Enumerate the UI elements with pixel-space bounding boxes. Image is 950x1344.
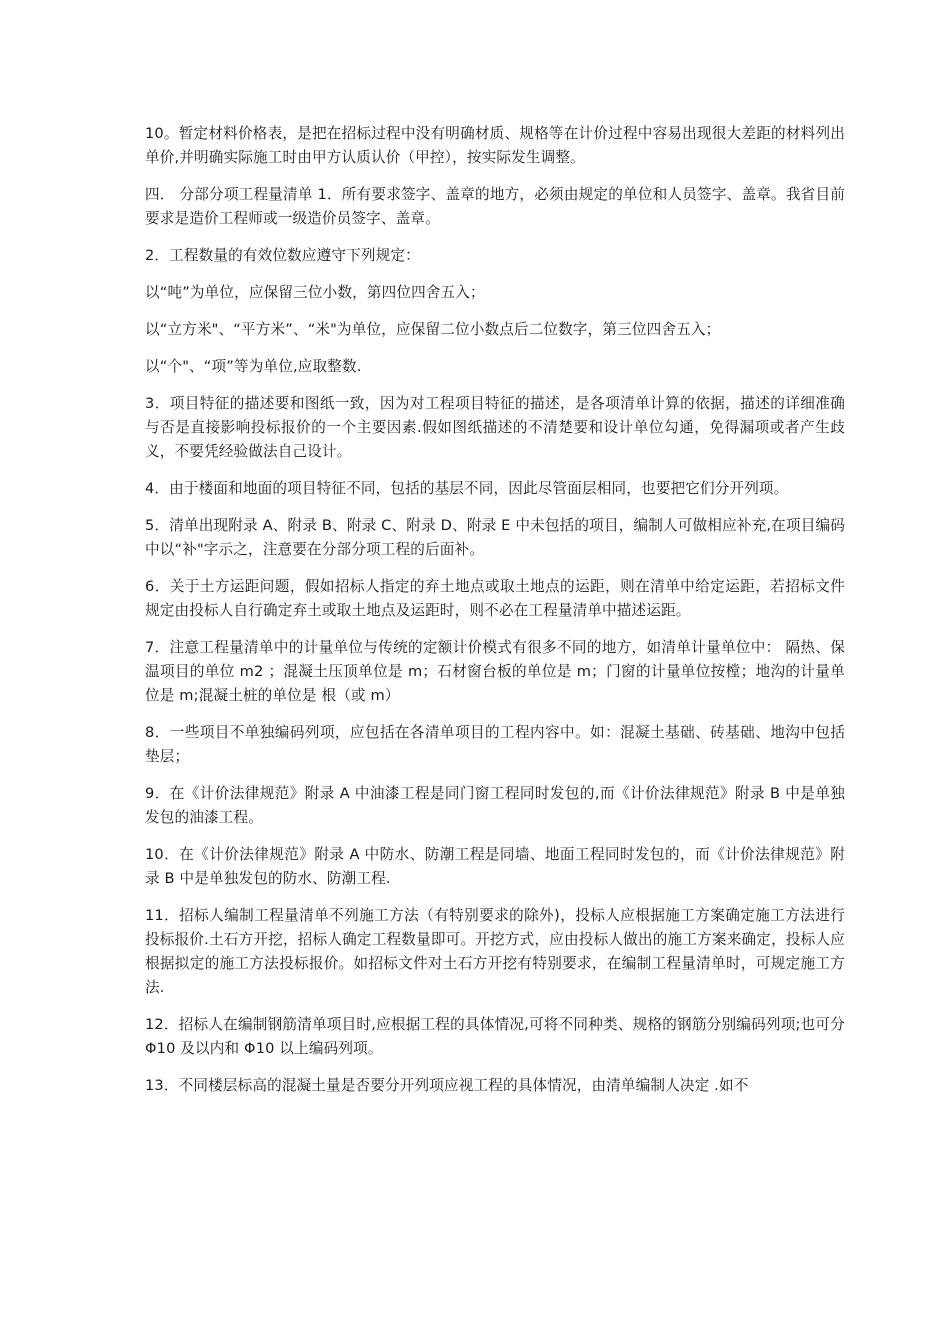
paragraph-cubic-square-meter-rule: 以“立方米"、“平方米”、“米"为单位，应保留二位小数点后二位数字，第三位四舍五入；: [145, 321, 721, 338]
paragraph-9-painting-works: 9．在《计价法律规范》附录 A 中油漆工程是同门窗工程同时发包的,而《计价法律规范》附录 B 中是单独发包的油漆工程。: [145, 785, 845, 826]
paragraph-8-bedding-layers: 8．一些项目不单独编码列项，应包括在各清单项目的工程内容中。如：混凝土基础、砖基础、地沟中包括垫层；: [145, 724, 845, 765]
paragraph-7-measurement-units: 7．注意工程量清单中的计量单位与传统的定额计价模式有很多不同的地方，如清单计量单位中： 隔热、保温项目的单位 m2 ；混凝土压顶单位是 m；石材窗台板的单位是 m；门窗的计量单位按樘；地沟的计量单位是 m;混凝土桩的单位是 根（或 m）: [145, 639, 845, 704]
paragraph-10-waterproofing-works: 10．在《计价法律规范》附录 A 中防水、防潮工程是同墙、地面工程同时发包的，而《计价法律规范》附录 B 中是单独发包的防水、防潮工程.: [145, 846, 845, 887]
paragraph-11-construction-methods: 11．招标人编制工程量清单不列施工方法（有特别要求的除外)，投标人应根据施工方案确定施工方法进行投标报价.土石方开挖，招标人确定工程数量即可。开挖方式，应由投标人做出的施工方案来确定，投标人应根据拟定的施工方法投标报价。如招标文件对土石方开挖有特别要求，在编制工程量清单时，可规定施工方法.: [145, 907, 845, 996]
document-body: [145, 122, 845, 1111]
paragraph-item-unit-rule: 以“个"、“项”等为单位,应取整数.: [145, 358, 362, 375]
paragraph-ton-rule: 以“吨”为单位，应保留三位小数，第四位四舍五入；: [145, 284, 485, 301]
paragraph-10-provisional-material-price: 10。暂定材料价格表，是把在招标过程中没有明确材质、规格等在计价过程中容易出现很大差距的材料列出单价,并明确实际施工时由甲方认质认价（甲控），按实际发生调整。: [145, 125, 845, 166]
paragraph-3-item-description: 3．项目特征的描述要和图纸一致，因为对工程项目特征的描述，是各项清单计算的依据，描述的详细准确与否是直接影响投标报价的一个主要因素.假如图纸描述的不清楚要和设计单位勾通，免得漏项或者产生歧义，不要凭经验做法自己设计。: [145, 395, 845, 460]
paragraph-5-supplementary-items: 5．清单出现附录 A、附录 B、附录 C、附录 D、附录 E 中未包括的项目，编制人可做相应补充,在项目编码中以“补"字示之，注意要在分部分项工程的后面补。: [145, 517, 845, 558]
paragraph-6-earthwork-haul-distance: 6．关于土方运距问题，假如招标人指定的弃土地点或取土地点的运距，则在清单中给定运距，若招标文件规定由投标人自行确定弃土或取土地点及运距时，则不必在工程量清单中描述运距。: [145, 578, 845, 619]
paragraph-section-4-bill-of-quantities: 四． 分部分项工程量清单 1．所有要求签字、盖章的地方，必须由规定的单位和人员签字、盖章。我省目前要求是造价工程师或一级造价员签字、盖章。: [145, 186, 845, 227]
paragraph-13-concrete-by-floor-level: 13．不同楼层标高的混凝土量是否要分开列项应视工程的具体情况，由清单编制人决定 .如不: [145, 1077, 749, 1094]
paragraph-2-significant-digits: 2．工程数量的有效位数应遵守下列规定：: [145, 247, 420, 264]
paragraph-12-rebar-items: 12．招标人在编制钢筋清单项目时,应根据工程的具体情况,可将不同种类、规格的钢筋分别编码列项;也可分 Φ10 及以内和 Φ10 以上编码列项。: [145, 1016, 845, 1057]
paragraph-4-floor-and-ground: 4．由于楼面和地面的项目特征不同，包括的基层不同，因此尽管面层相同，也要把它们分开列项。: [145, 480, 789, 497]
